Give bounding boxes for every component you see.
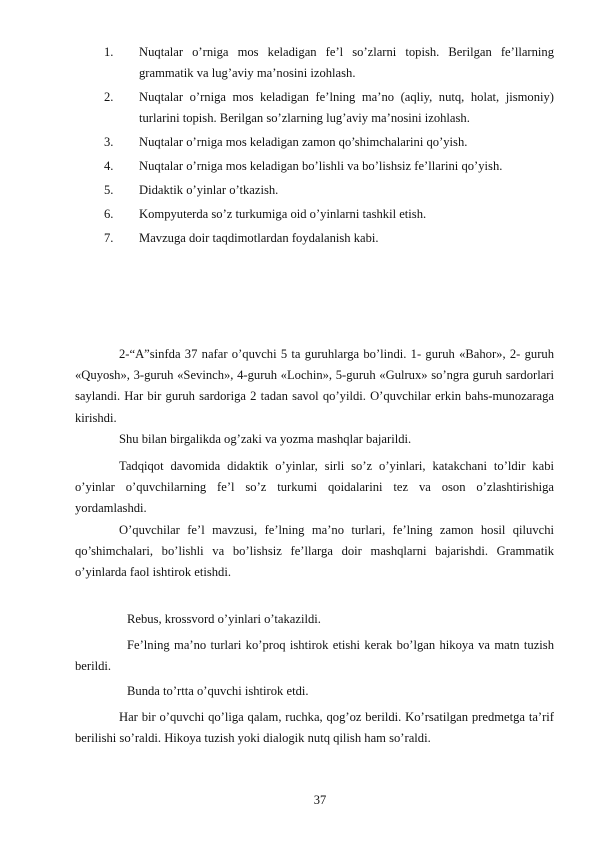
list-item-number: 3.	[104, 134, 114, 149]
page-number: 37	[313, 793, 327, 807]
list-item	[104, 87, 554, 129]
list-item-text: Nuqtalar o’rniga mos keladigan zamon qo’shimchalarini qo’yish.	[139, 134, 468, 149]
list-item-text: Didaktik o’yinlar o’tkazish.	[139, 182, 279, 197]
list-item-number: 2.	[104, 89, 114, 104]
paragraph-story: Fe’lning ma’no turlari ko’proq ishtirok etishi kerak bo’lgan hikoya va matn tuzish berildi.	[75, 638, 554, 674]
paragraph-four-students: Bunda to’rtta o’quvchi ishtirok etdi.	[127, 684, 309, 698]
list-item	[104, 132, 554, 153]
paragraph-research: Tadqiqot davomida didaktik o’yinlar, sirli so’z o’yinlari, katakchani to’ldir kabi o’yinlar o’quvchilarning fe’l so’z turkumi qoidalarini tez va oson o’zlashtirishiga yordamlashdi.	[75, 459, 554, 516]
paragraph-students: O’quvchilar fe’l mavzusi, fe’lning ma’no turlari, fe’lning zamon hosil qiluvchi qo’shimchalari, bo’lishli va bo’lishsiz fe’llarga doir mashqlarni bajarishdi. Grammatik o’yinlarda faol ishtirok etishdi.	[75, 523, 554, 580]
paragraph-groups: 2-“A”sinfda 37 nafar o’quvchi 5 ta guruhlarga bo’lindi. 1- guruh «Bahor», 2- guruh «Quyosh», 3-guruh «Sevinch», 4-guruh «Lochin», 5-guruh «Gulrux» so’ngra guruh sardorlari saylandi. Har bir guruh sardoriga 2 tadan savol qo’yildi. O’quvchilar erkin bahs-munozaraga kirishdi.	[75, 347, 554, 425]
paragraph-task-description: Har bir o’quvchi qo’liga qalam, ruchka, qog’oz berildi. Ko’rsatilgan predmetga ta’rif berilishi so’raldi. Hikoya tuzish yoki dialogik nutq qilish ham so’raldi.	[75, 710, 554, 746]
list-item-text: Nuqtalar o’rniga mos keladigan fe’l so’zlarni topish. Berilgan fe’llarning grammatik va lug’aviy ma’nosini izohlash.	[139, 45, 554, 80]
paragraph-exercises: Shu bilan birgalikda og’zaki va yozma mashqlar bajarildi.	[119, 432, 412, 446]
list-item	[104, 180, 554, 201]
list-item-text: Mavzuga doir taqdimotlardan foydalanish kabi.	[139, 230, 379, 245]
list-item-number: 5.	[104, 182, 114, 197]
list-item-number: 7.	[104, 230, 114, 245]
list-item-text: Nuqtalar o’rniga mos keladigan bo’lishli va bo’lishsiz fe’llarini qo’yish.	[139, 158, 503, 173]
paragraph-rebus: Rebus, krossvord o’yinlari o’takazildi.	[127, 612, 321, 626]
list-item-number: 1.	[104, 45, 114, 59]
list-item	[104, 228, 554, 249]
list-item-number: 6.	[104, 206, 114, 221]
task-list	[104, 42, 554, 251]
list-item	[104, 204, 554, 225]
list-item-text: Nuqtalar o’rniga mos keladigan fe’lning ma’no (aqliy, nutq, holat, jismoniy) turlarini topish. Berilgan so’zlarning lug’aviy ma’nosini izohlash.	[139, 89, 554, 125]
list-item	[104, 42, 554, 84]
list-item-number: 4.	[104, 158, 114, 173]
list-item-text: Kompyuterda so’z turkumiga oid o’yinlarni tashkil etish.	[139, 206, 427, 221]
list-item	[104, 156, 554, 177]
